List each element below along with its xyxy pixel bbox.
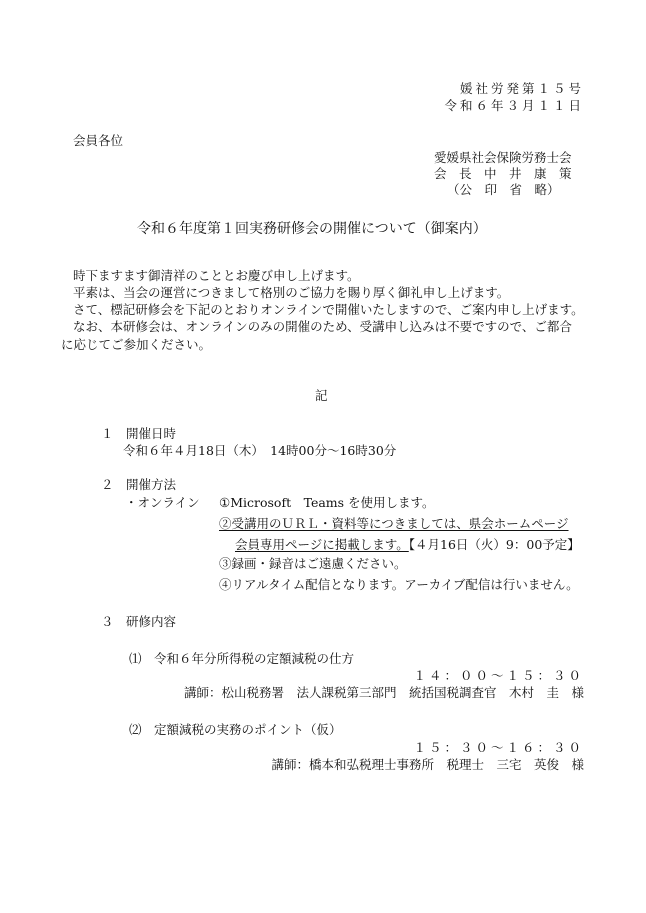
body-line: 平素は、当会の運営につきまして格別のご協力を賜り厚く御礼申し上げます。 [73, 285, 510, 300]
topic-lecturer: 講師：松山税務署 法人課税第三部門 統括国税調査官 木村 圭 様 [183, 685, 584, 700]
method-item-underlined: 会員専用ページに掲載します。 [235, 537, 409, 552]
topic-title: ⑵ 定額減税の実務のポイント（仮） [129, 722, 342, 737]
method-item: ①Microsoft Teams を使用します。 [219, 495, 435, 510]
sender-org: 愛媛県社会保険労務士会 [434, 150, 572, 165]
sender-name: 会 長 中 井 康 策 [434, 166, 572, 181]
method-label: ・オンライン [125, 495, 200, 510]
method-item-underlined: ②受講用のＵＲＬ・資料等につきましては、県会ホームページ [219, 516, 569, 531]
topic-time: １４：００～１５：３０ [413, 668, 584, 683]
document-title: 令和６年度第１回実務研修会の開催について（御案内） [137, 221, 487, 237]
body-line: なお、本研修会は、オンラインのみの開催のため、受講申し込みは不要ですので、ご都合 [73, 319, 572, 334]
event-datetime: 令和６年４月18日（木） 14時00分～16時30分 [123, 443, 397, 458]
section-heading-method: ２ 開催方法 [101, 477, 177, 492]
addressee: 会員各位 [73, 133, 124, 148]
topic-lecturer: 講師：橋本和弘税理士事務所 税理士 三宅 英俊 様 [271, 757, 584, 772]
section-heading-date: １ 開催日時 [101, 426, 177, 441]
document-number: 媛社労発第１５号 [459, 81, 584, 96]
seal-omitted-note: （公 印 省 略） [447, 182, 560, 197]
method-item-continued [235, 537, 580, 553]
topic-title: ⑴ 令和６年分所得税の定額減税の仕方 [129, 651, 355, 666]
section-heading-content: ３ 研修内容 [101, 614, 177, 629]
method-item: ④リアルタイム配信となります。アーカイブ配信は行いません。 [219, 577, 579, 592]
topic-time: １５：３０～１６：３０ [413, 740, 584, 755]
body-line: さて、標記研修会を下記のとおりオンラインで開催いたしますので、ご案内申し上げます。 [73, 302, 584, 317]
url-availability-date: 【４月16日（火）9：00予定】 [408, 537, 580, 552]
document-date: 令和６年３月１１日 [444, 98, 584, 113]
ki-marker: 記 [315, 388, 328, 403]
method-item: ③録画・録音はご遠慮ください。 [219, 556, 407, 571]
body-line: に応じてご参加ください。 [61, 337, 212, 352]
body-line: 時下ますます御清祥のこととお慶び申し上げます。 [73, 268, 360, 283]
